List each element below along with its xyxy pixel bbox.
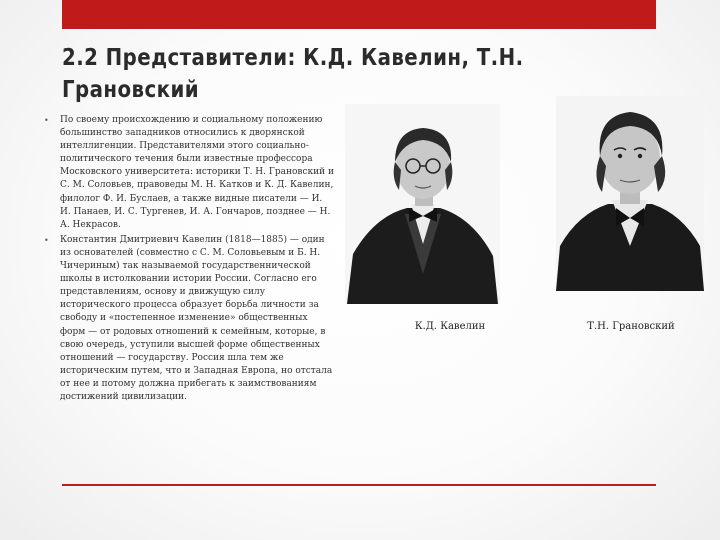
- bullet-list: [44, 114, 334, 404]
- bullet-marker: •: [44, 116, 49, 125]
- caption-granovsky: Т.Н. Грановский: [587, 321, 675, 332]
- bullet-item: [44, 234, 334, 404]
- bullet-marker: •: [44, 235, 49, 245]
- bullet-text: По своему происхождению и социальному положению большинство западников относились к дворянской интеллигенции. Представителями этого социально-политического течения были известные профессора Московского университета: историки Т. Н. Грановский и С. М. Соловьев, правоведы М. Н. Катков и К. Д. Кавелин, филолог Ф. И. Буслаев, а также видные писатели — И. И. Панаев, И. С. Тургенев, И. А. Гончаров, позднее — Н. А. Некрасов.: [60, 115, 334, 230]
- top-accent-bar: [62, 0, 656, 29]
- footer-accent-line: [62, 484, 656, 486]
- bullet-text: Константин Дмитриевич Кавелин (1818—1885) — один из основателей (совместно с С. М. Соловьевым и Б. Н. Чичериным) так называемой государственнической школы в истолковании истории России. Согласно его представлениям, основу и движущую силу исторического процесса образует борьба личности за свободу и «постепенное изменение» общественных форм — от родовых отношений к семейным, которые, в свою очередь, уступили высшей форме общественных отношений — государству. Россия шла тем же историческим путем, что и Западная Европа, но отстала от нее и потому должна прибегать к заимствованиям достижений цивилизации.: [60, 234, 333, 402]
- slide-title: 2.2 Представители: К.Д. Кавелин, Т.Н. Грановский: [62, 45, 524, 103]
- bullet-item: [44, 114, 334, 232]
- portrait-granovsky: [556, 96, 704, 291]
- caption-kavelin: К.Д. Кавелин: [414, 321, 486, 332]
- portrait-kavelin: [345, 104, 500, 304]
